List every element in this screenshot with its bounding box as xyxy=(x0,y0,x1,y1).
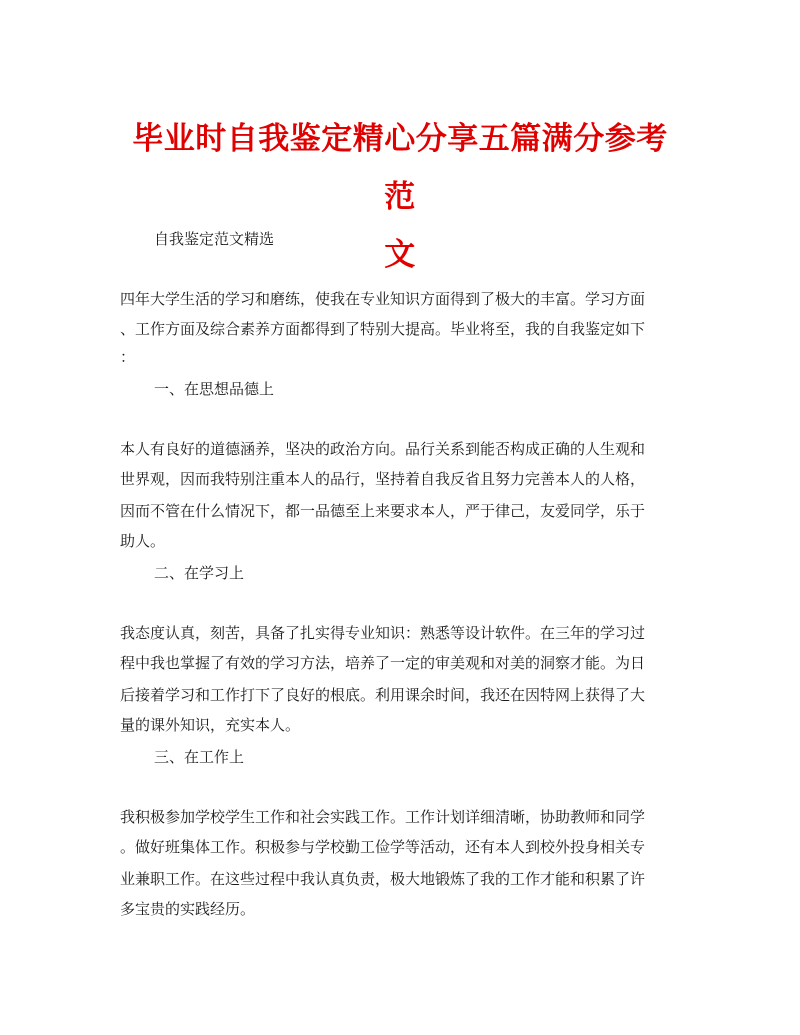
section-3-line-3: 业兼职工作。在这些过程中我认真负责，极大地锻炼了我的工作才能和积累了许 xyxy=(120,870,646,888)
section-2-line-2: 程中我也掌握了有效的学习方法，培养了一定的审美观和对美的洞察才能。为日 xyxy=(120,654,646,672)
section-2-line-1: 我态度认真，刻苦，具备了扎实得专业知识：熟悉等设计软件。在三年的学习过 xyxy=(120,624,646,642)
section-heading-2: 二、在学习上 xyxy=(154,564,245,582)
section-3-line-1: 我积极参加学校学生工作和社会实践工作。工作计划详细清晰，协助教师和同学 xyxy=(120,808,646,826)
intro-line-2: 、工作方面及综合素养方面都得到了特别大提高。毕业将至，我的自我鉴定如下 xyxy=(120,320,646,338)
title-line-1: 毕业时自我鉴定精心分享五篇满分参考范 xyxy=(132,121,668,215)
section-1-line-2: 世界观，因而我特别注重本人的品行，坚持着自我反省且努力完善本人的人格， xyxy=(120,470,646,488)
subtitle: 自我鉴定范文精选 xyxy=(154,230,275,248)
section-heading-3: 三、在工作上 xyxy=(154,748,245,766)
section-1-line-1: 本人有良好的道德涵养，坚决的政治方向。品行关系到能否构成正确的人生观和 xyxy=(120,440,646,458)
document-title xyxy=(118,110,682,284)
section-2-line-3: 后接着学习和工作打下了良好的根底。利用课余时间，我还在因特网上获得了大 xyxy=(120,686,646,704)
title-line-2: 文 xyxy=(384,237,416,273)
section-heading-1: 一、在思想品德上 xyxy=(154,380,275,398)
section-2-line-4: 量的课外知识，充实本人。 xyxy=(120,716,301,734)
section-1-line-4: 助人。 xyxy=(120,532,166,550)
section-3-line-4: 多宝贵的实践经历。 xyxy=(120,900,256,918)
section-3-line-2: 。做好班集体工作。积极参与学校勤工俭学等活动，还有本人到校外投身相关专 xyxy=(120,838,646,856)
intro-line-1: 四年大学生活的学习和磨练，使我在专业知识方面得到了极大的丰富。学习方面 xyxy=(120,290,646,308)
intro-line-3: ： xyxy=(120,348,136,366)
section-1-line-3: 因而不管在什么情况下，都一品德至上来要求本人，严于律己，友爱同学，乐于 xyxy=(120,502,646,520)
